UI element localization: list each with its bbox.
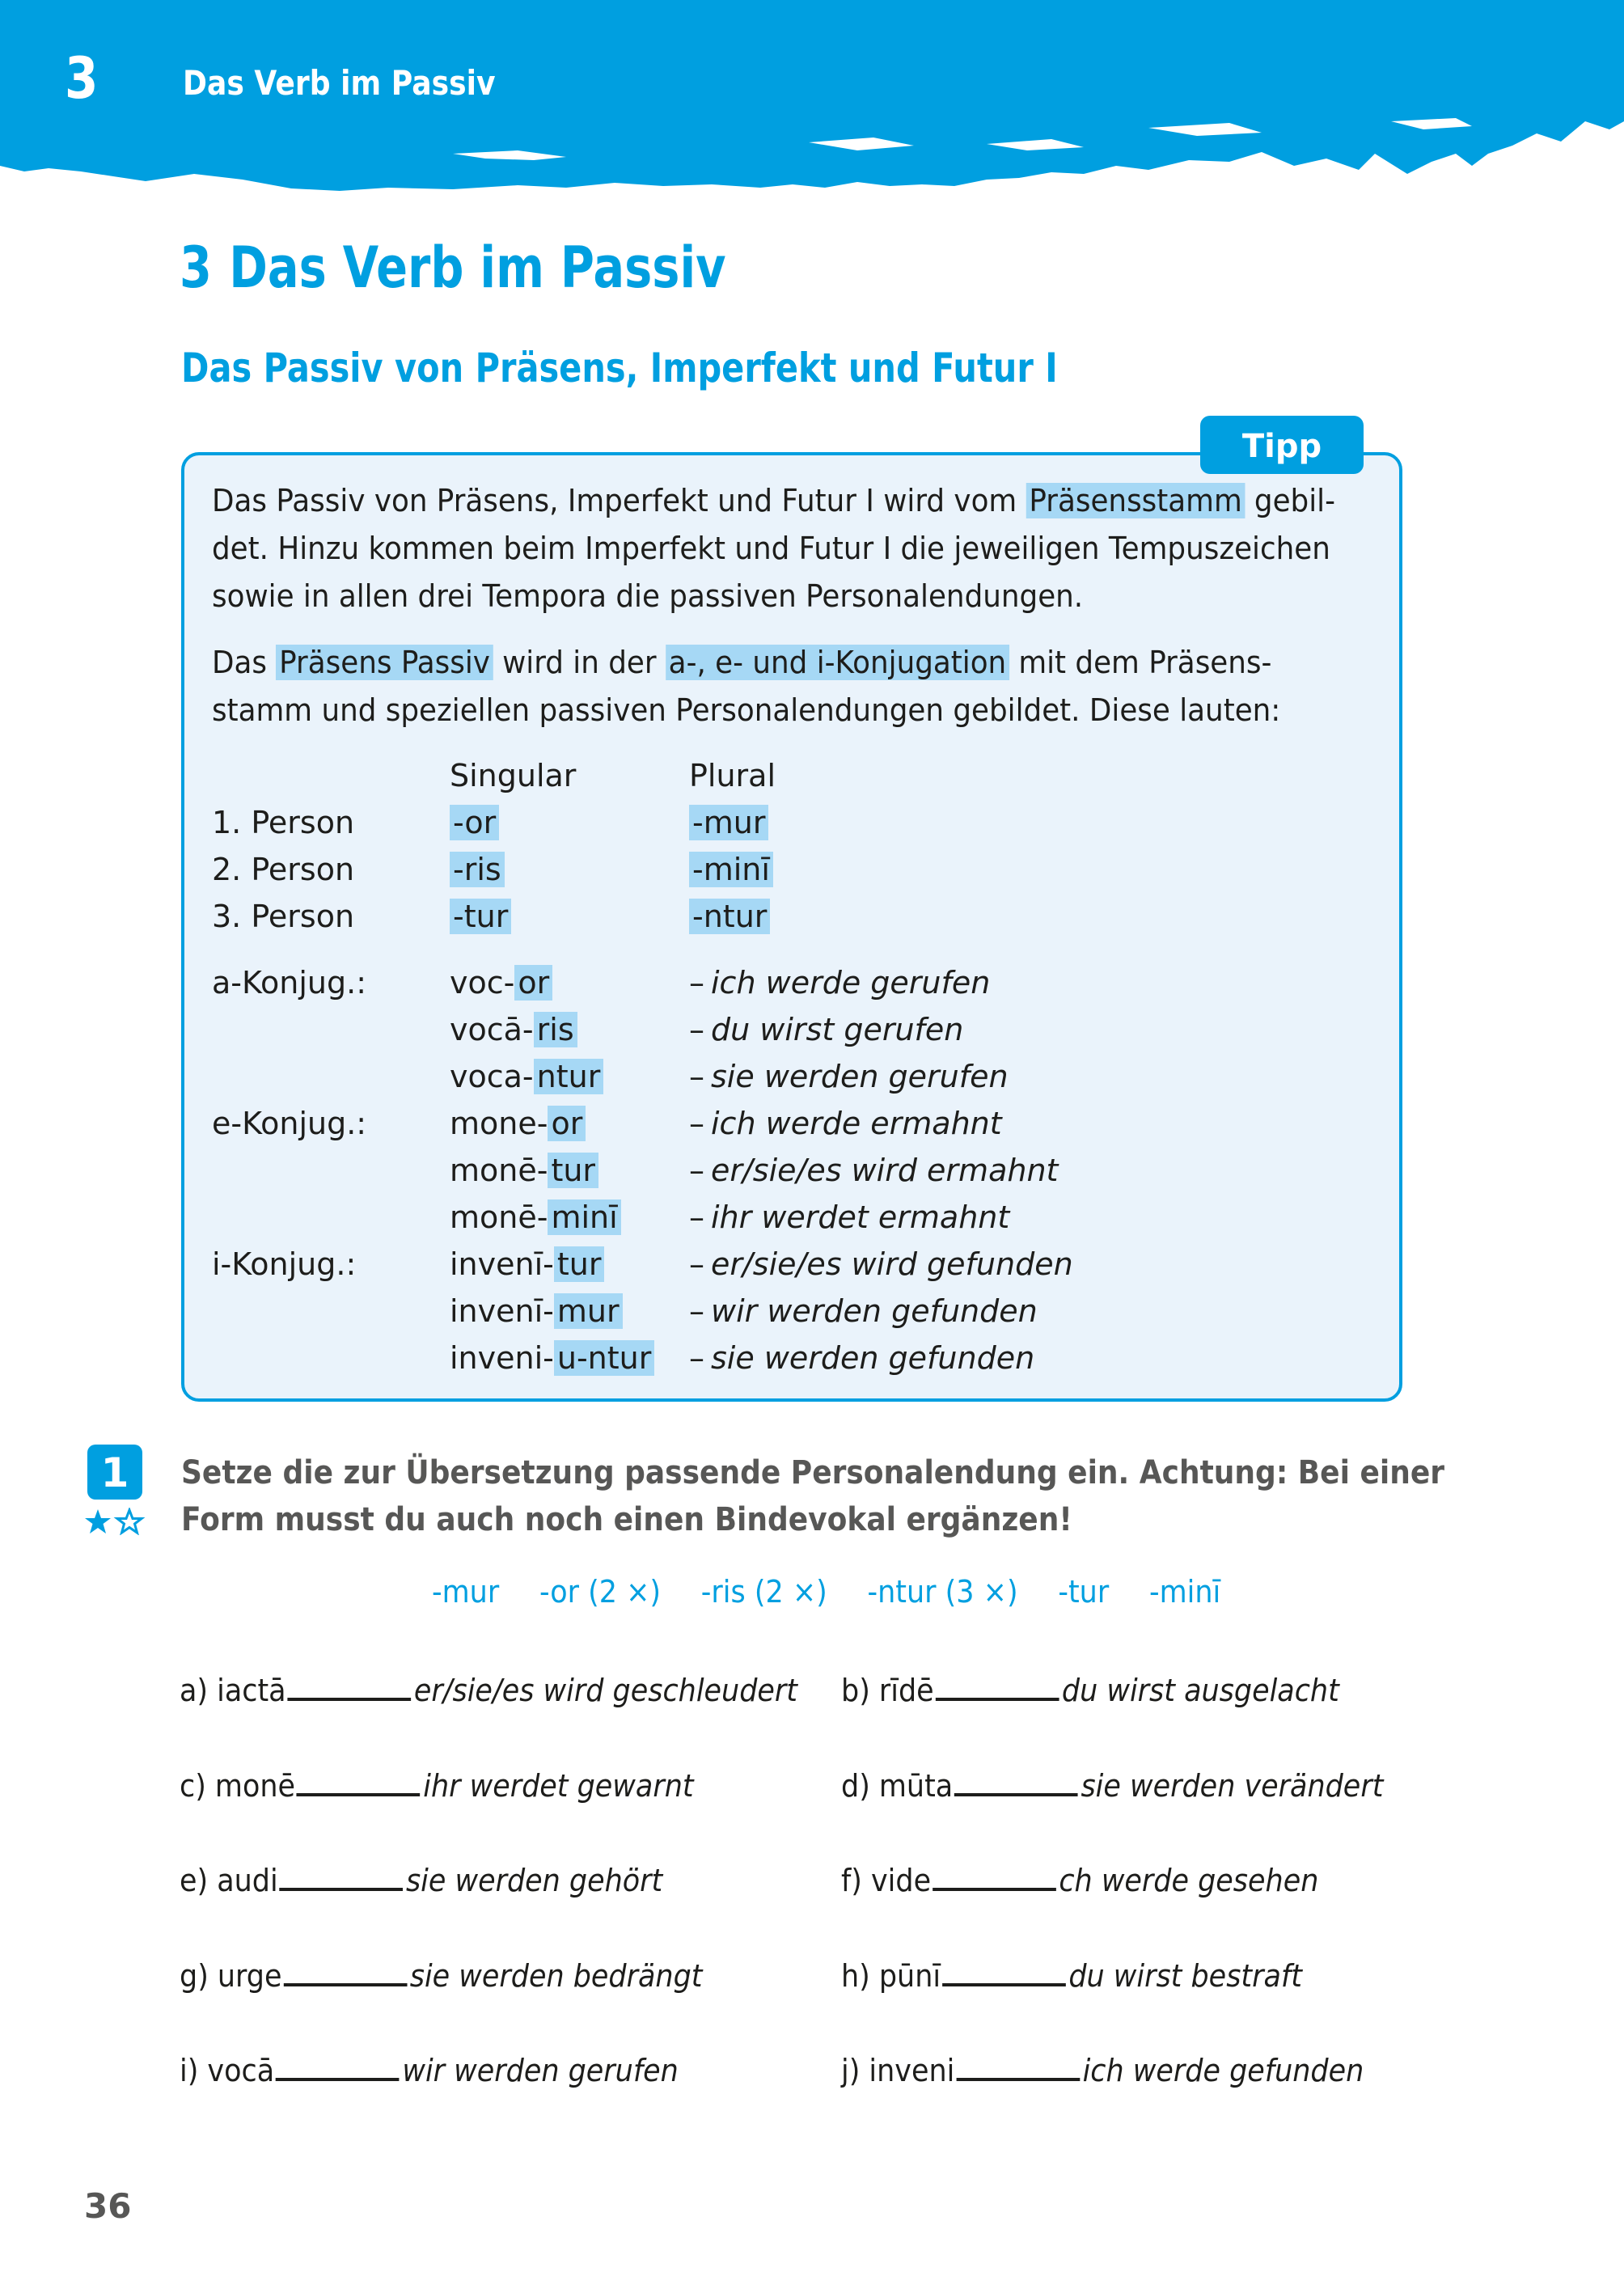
tipp-paragraph-2 xyxy=(212,639,1307,734)
text: wird in der xyxy=(502,645,657,680)
word-bank-item: -or (2 ×) xyxy=(539,1574,662,1610)
tipp-p1-line1 xyxy=(212,477,1335,525)
example-translation: – ich werde gerufen xyxy=(689,965,991,1001)
example-form: mone- or xyxy=(450,1101,586,1146)
row-person-2: 2. Person xyxy=(212,852,355,887)
word-bank-item: -tur xyxy=(1058,1574,1110,1610)
word-bank-item: -minī xyxy=(1148,1574,1221,1610)
text: gebil- xyxy=(1254,483,1335,518)
instruction-line-2: Form musst du auch noch einen Bindevokal ergänzen! xyxy=(181,1501,1072,1538)
answer-blank-f[interactable] xyxy=(933,1859,1056,1891)
example-ending: or xyxy=(548,1106,586,1141)
example-translation: – er/sie/es wird gefunden xyxy=(689,1246,1073,1282)
word-bank-item: -mur xyxy=(432,1574,500,1610)
word-bank-item: -ris (2 ×) xyxy=(700,1574,827,1610)
example-form: voc- or xyxy=(450,960,552,1005)
ending-plural-1: -mur xyxy=(689,805,768,840)
header-plural: Plural xyxy=(689,758,776,793)
answer-blank-a[interactable] xyxy=(287,1669,411,1701)
ending-singular-1: -or xyxy=(450,805,499,840)
tipp-paragraph-1 xyxy=(212,477,1335,620)
tipp-p2-line1 xyxy=(212,639,1307,687)
example-group: i-Konjug.: xyxy=(212,1246,357,1282)
example-ending: mur xyxy=(554,1293,623,1329)
tipp-p1-line3: sowie in allen drei Tempora die passiven Personalendungen. xyxy=(212,578,1084,614)
highlight-praesens-passiv: Präsens Passiv xyxy=(276,645,493,680)
exercise-instruction xyxy=(181,1449,1445,1543)
task-g: g) urge sie werden bedrängt xyxy=(180,1954,702,1996)
answer-blank-h[interactable] xyxy=(942,1954,1066,1986)
example-form: invenī- mur xyxy=(450,1288,623,1334)
chapter-title: Das Verb im Passiv xyxy=(183,63,496,103)
row-person-1: 1. Person xyxy=(212,805,355,840)
example-group: e-Konjug.: xyxy=(212,1106,367,1141)
task-c: c) monē ihr werdet gewarnt xyxy=(180,1764,694,1806)
row-person-3: 3. Person xyxy=(212,899,355,934)
ending-plural-3: -ntur xyxy=(689,899,770,934)
tipp-tab: Tipp xyxy=(1200,416,1364,474)
example-translation: – ihr werdet ermahnt xyxy=(689,1199,1010,1235)
task-a: a) iactā er/sie/es wird geschleudert xyxy=(180,1669,797,1711)
example-translation: – er/sie/es wird ermahnt xyxy=(689,1153,1059,1188)
example-translation: – ich werde ermahnt xyxy=(689,1106,1002,1141)
star-outline-icon xyxy=(117,1510,142,1533)
example-ending: u-ntur xyxy=(554,1340,655,1376)
word-bank-item: -ntur (3 ×) xyxy=(867,1574,1018,1610)
example-translation: – sie werden gefunden xyxy=(689,1340,1035,1376)
task-e: e) audi sie werden gehört xyxy=(180,1859,662,1901)
answer-blank-e[interactable] xyxy=(280,1859,404,1891)
instruction-line-1: Setze die zur Übersetzung passende Personalendung ein. Achtung: Bei einer xyxy=(181,1454,1445,1491)
difficulty-rating xyxy=(84,1508,146,1538)
ending-plural-2: -minī xyxy=(689,852,773,887)
task-d: d) mūta sie werden verändert xyxy=(841,1764,1383,1806)
task-i: i) vocā wir werden gerufen xyxy=(180,2049,679,2091)
answer-blank-d[interactable] xyxy=(954,1764,1078,1796)
page-title xyxy=(180,235,726,301)
exercise-number-badge: 1 xyxy=(87,1445,142,1500)
answer-blank-i[interactable] xyxy=(276,2049,400,2081)
example-translation: – du wirst gerufen xyxy=(689,1012,964,1047)
header-singular: Singular xyxy=(450,758,577,793)
example-ending: tur xyxy=(548,1153,598,1188)
task-f: f) vide ch werde gesehen xyxy=(841,1859,1318,1901)
answer-blank-b[interactable] xyxy=(936,1669,1059,1701)
example-ending: ris xyxy=(534,1012,577,1047)
example-group: a-Konjug.: xyxy=(212,965,367,1001)
section-subtitle: Das Passiv von Präsens, Imperfekt und Futur I xyxy=(181,345,1058,391)
ending-singular-3: -tur xyxy=(450,899,511,934)
highlight-praesensstamm: Präsensstamm xyxy=(1026,483,1245,518)
task-b: b) rīdē du wirst ausgelacht xyxy=(841,1669,1339,1711)
highlight-konjugation: a-, e- und i-Konjugation xyxy=(666,645,1009,680)
example-form: monē- minī xyxy=(450,1195,621,1240)
page-title-text: Das Verb im Passiv xyxy=(229,235,726,301)
task-j: j) inveni ich werde gefunden xyxy=(841,2049,1364,2091)
example-form: invenī- tur xyxy=(450,1242,604,1287)
answer-blank-j[interactable] xyxy=(956,2049,1080,2081)
text: mit dem Präsens- xyxy=(1018,645,1272,680)
tipp-p1-line2: det. Hinzu kommen beim Imperfekt und Futur I die jeweiligen Tempuszeichen xyxy=(212,531,1330,566)
star-filled-icon xyxy=(85,1509,111,1534)
text: Das xyxy=(212,645,268,680)
example-ending: ntur xyxy=(534,1059,604,1094)
page-number: 36 xyxy=(84,2186,132,2226)
example-translation: – sie werden gerufen xyxy=(689,1059,1009,1094)
example-ending: tur xyxy=(554,1246,605,1282)
example-translation: – wir werden gefunden xyxy=(689,1293,1038,1329)
answer-blank-c[interactable] xyxy=(297,1764,421,1796)
example-ending: minī xyxy=(548,1199,620,1235)
example-form: voca- ntur xyxy=(450,1054,603,1099)
text: Das Passiv von Präsens, Imperfekt und Futur I wird vom xyxy=(212,483,1017,518)
example-form: monē- tur xyxy=(450,1148,598,1193)
word-bank xyxy=(432,1574,1252,1610)
example-ending: or xyxy=(514,965,552,1001)
example-form: vocā- ris xyxy=(450,1007,577,1052)
chapter-number: 3 xyxy=(65,45,99,112)
chapter-banner xyxy=(0,0,1624,194)
answer-blank-g[interactable] xyxy=(283,1954,407,1986)
ending-singular-2: -ris xyxy=(450,852,505,887)
example-form: inveni- u-ntur xyxy=(450,1335,654,1381)
task-h: h) pūnī du wirst bestraft xyxy=(841,1954,1302,1996)
tipp-p2-line2: stamm und speziellen passiven Personalendungen gebildet. Diese lauten: xyxy=(212,692,1281,728)
page-title-number: 3 xyxy=(180,235,212,301)
